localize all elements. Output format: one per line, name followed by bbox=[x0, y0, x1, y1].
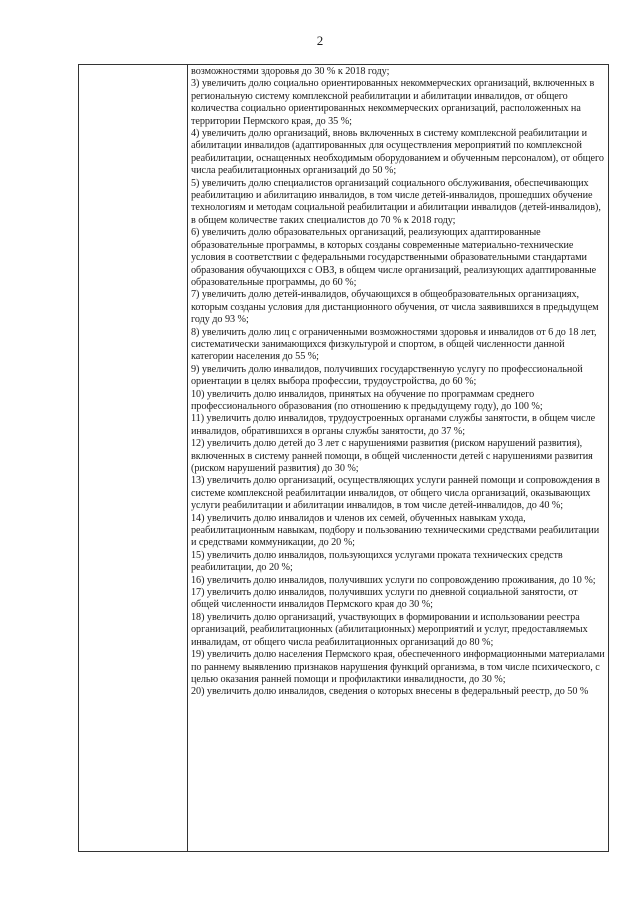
list-item: 8) увеличить долю лиц с ограниченными возможностями здоровья и инвалидов от 6 до 18 лет, систематически занимающихся физкультурой и спортом, в общей численности данной категории населения до 55 %; bbox=[191, 326, 597, 363]
list-item: 20) увеличить долю инвалидов, сведения о которых внесены в федеральный реестр, до 50 % bbox=[191, 686, 589, 698]
list-item: 10) увеличить долю инвалидов, принятых на обучение по программам среднего профессионального образования (по отношению к предыдущему году), до 100 %; bbox=[191, 388, 543, 412]
list-item: 11) увеличить долю инвалидов, трудоустроенных органами службы занятости, в общем числе инвалидов, обратившихся в органы службы занятости, до 37 %; bbox=[191, 413, 596, 437]
table-left-column bbox=[79, 65, 188, 851]
list-item: 17) увеличить долю инвалидов, получивших услуги по дневной социальной занятости, от общей численности инвалидов Пермского края до 30 %; bbox=[191, 587, 578, 611]
table-right-column bbox=[191, 66, 607, 699]
list-item: 7) увеличить долю детей-инвалидов, обучающихся в общеобразовательных организациях, которым созданы условия для дистанционного обучения, от числа заявившихся в предыдущем году до 93 %; bbox=[191, 289, 599, 326]
list-item: 15) увеличить долю инвалидов, пользующихся услугами проката технических средств реабилитации, до 20 %; bbox=[191, 549, 563, 574]
list-item: 6) увеличить долю образовательных организаций, реализующих адаптированные образовательные программы, в которых созданы современные материально-технические условия в соответствии с федеральными государственными образовательными стандартами образования обучающихся с ОВЗ, в общем числе организаций, реализующих адаптированные образовательные программы, до 60 %; bbox=[191, 227, 597, 288]
list-item: 5) увеличить долю специалистов организаций социального обслуживания, обеспечивающих реабилитацию и абилитацию инвалидов, в том числе детей-инвалидов, прошедших обучение технологиям и методам социальной реабилитации и абилитации инвалидов (детей-инвалидов), в общем количестве таких специалистов до 70 % к 2018 году; bbox=[191, 177, 601, 226]
list-item: возможностями здоровья до 30 % к 2018 году; bbox=[191, 66, 390, 77]
list-item: 12) увеличить долю детей до 3 лет с нарушениями развития (риском нарушений развития), включенных в систему ранней помощи, в общей численности детей с нарушениями развития (риском нарушений развития) до 30 %; bbox=[191, 438, 593, 474]
list-item: 13) увеличить долю организаций, осуществляющих услуги ранней помощи и сопровождения в системе комплексной реабилитации инвалидов, от общего числа организаций, оказывающих услуги реабилитации и абилитации инвалидов, в том числе детей-инвалидов, до 40 %; bbox=[191, 475, 600, 512]
list-item: 14) увеличить долю инвалидов и членов их семей, обученных навыкам ухода, реабилитационным навыкам, подбору и пользованию техническими средствами реабилитации и средствами коммуникации, до 20 %; bbox=[191, 512, 600, 549]
list-item: 19) увеличить долю населения Пермского края, обеспеченного информационными материалами по раннему выявлению признаков нарушения функций организма, в том числе психического, с целью оказания ранней помощи и профилактики инвалидности, до 30 %; bbox=[191, 649, 605, 685]
list-item: 3) увеличить долю социально ориентированных некоммерческих организаций, включенных в региональную систему комплексной реабилитации и абилитации инвалидов, от общего количества социально ориентированных некоммерческих организаций, расположенных на территории Пермского края, до 35 %; bbox=[191, 78, 595, 127]
list-item: 16) увеличить долю инвалидов, получивших услуги по сопровождению проживания, до 10 %; bbox=[191, 574, 596, 586]
list-item: 9) увеличить долю инвалидов, получивших государственную услугу по профессиональной ориентации в целях выбора профессии, трудоустройства, до 60 %; bbox=[191, 363, 583, 388]
document-table bbox=[78, 64, 609, 852]
list-item: 18) увеличить долю организаций, участвующих в формировании и использовании реестра организаций, реабилитационных (абилитационных) мероприятий и услуг, предоставляемых инвалидам, от общего числа реабилитационных организаций до 80 %; bbox=[191, 611, 588, 648]
list-item: 4) увеличить долю организаций, вновь включенных в систему комплексной реабилитации и абилитации инвалидов (адаптированных для осуществления мероприятий по комплексной реабилитации, оснащенных необходимым оборудованием и обученным персоналом), от общего числа реабилитационных организаций до 50 %; bbox=[191, 128, 604, 177]
page-number: 2 bbox=[316, 33, 324, 48]
